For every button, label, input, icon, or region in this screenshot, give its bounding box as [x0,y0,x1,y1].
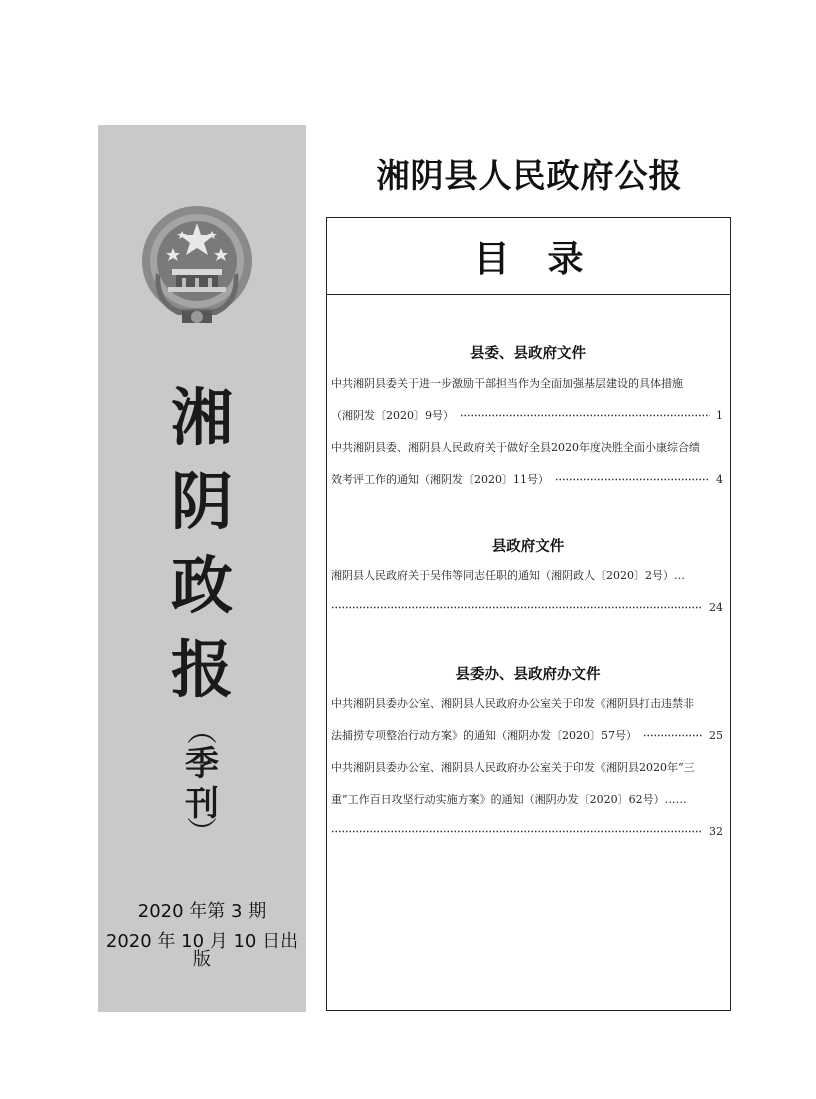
table-of-contents [326,217,731,1011]
toc-heading: 目录 [327,218,730,295]
dot-leader [555,478,710,481]
toc-entry-line[interactable] [331,693,723,713]
section-title: 县政府文件 [491,539,565,555]
section-title: 县委、县政府文件 [470,346,586,362]
page-number: 24 [709,600,723,614]
vertical-title-char: 报 [170,633,233,706]
dot-leader [331,830,703,833]
publish-date: 2020 年 10 月 10 日出版 [105,931,299,970]
dot-leader [460,414,710,417]
page-number: 4 [716,472,723,486]
page-number: 32 [709,824,723,838]
page-title: 湘阴县人民政府公报 [376,156,683,195]
subtitle-char: 刊 [185,784,219,824]
vertical-title-char: 政 [170,549,233,622]
toc-entry-line[interactable] [331,437,723,457]
toc-entry-line[interactable] [331,597,723,617]
toc-entry-line[interactable] [331,405,723,425]
toc-entry-line[interactable] [331,757,723,777]
section-title: 县委办、县政府办文件 [455,667,601,683]
toc-entry-text: 中共湘阴县委、湘阴县人民政府关于做好全县2020年度决胜全面小康综合绩 [331,441,700,454]
toc-entry-line[interactable] [331,789,723,809]
toc-entry-text: 法捕捞专项整治行动方案》的通知（湘阴办发〔2020〕57号） [331,729,637,742]
toc-entry-line[interactable] [331,373,723,393]
toc-entry-line[interactable] [331,565,723,585]
toc-entry-text: 效考评工作的通知（湘阴发〔2020〕11号） [331,473,549,486]
national-emblem-icon [138,203,256,331]
subtitle-bracket-close: ︶ [187,816,217,851]
toc-entry-line[interactable] [331,725,723,745]
dot-leader [331,606,703,609]
cover-sidebar [98,125,306,1012]
page-number: 25 [709,728,723,742]
toc-entry-text: 中共湘阴县委关于进一步激励干部担当作为全面加强基层建设的具体措施 [331,377,683,390]
page-number: 1 [716,408,723,422]
toc-entry-text: 中共湘阴县委办公室、湘阴县人民政府办公室关于印发《湘阴县打击违禁非 [331,697,694,710]
dot-leader [643,734,703,737]
issue-number: 2020 年第 3 期 [137,901,267,922]
toc-entry-line[interactable] [331,469,723,489]
vertical-title-char: 湘 [170,381,233,454]
toc-entry-text: 重”工作百日攻坚行动实施方案》的通知（湘阴办发〔2020〕62号）…… [331,793,687,806]
subtitle-char: 季 [185,744,219,784]
toc-entry-line[interactable] [331,821,723,841]
vertical-title-char: 阴 [170,465,233,538]
toc-entry-text: 湘阴县人民政府关于吴伟等同志任职的通知（湘阴政人〔2020〕2号）… [331,569,685,582]
toc-entry-text: 中共湘阴县委办公室、湘阴县人民政府办公室关于印发《湘阴县2020年“三 [331,761,695,774]
subtitle-bracket-open: ︵ [187,714,217,749]
toc-entry-text: （湘阴发〔2020〕9号） [331,409,454,422]
